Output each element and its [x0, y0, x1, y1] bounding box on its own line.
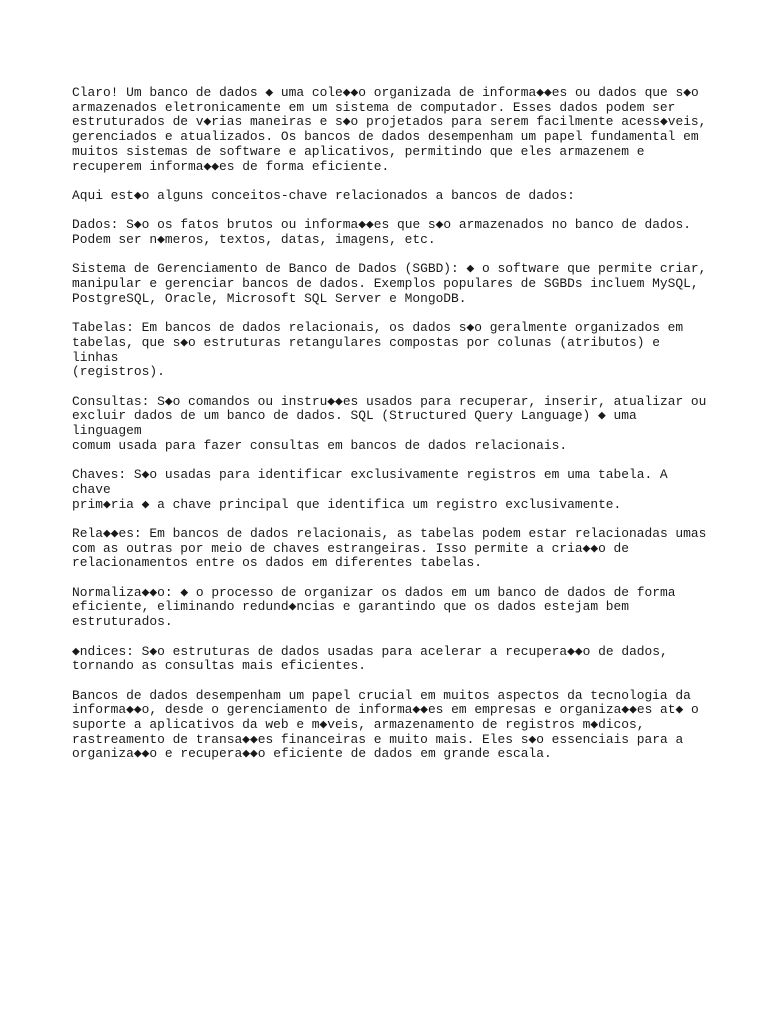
document-body [72, 86, 712, 777]
paragraph-indices: ◆ndices: S◆o estruturas de dados usadas para acelerar a recupera◆◆o de dados, tornando as consultas mais eficientes. [72, 643, 668, 674]
paragraph-dados: Dados: S◆o os fatos brutos ou informa◆◆es que s◆o armazenados no banco de dados. Podem ser n◆meros, textos, datas, imagens, etc. [72, 217, 691, 247]
paragraph-relacoes: Rela◆◆es: Em bancos de dados relacionais, as tabelas podem estar relacionadas umas com as outras por meio de chaves estrangeiras. Isso permite a cria◆◆o de relacionamentos entre os dados em diferentes tabelas. [72, 525, 707, 571]
paragraph-intro: Claro! Um banco de dados ◆ uma cole◆◆o organizada de informa◆◆es ou dados que s◆o armazenados eletronicamente em um sistema de computador. Esses dados podem ser estruturados de v◆rias maneiras e s◆o projetados para serem facilmente acess◆veis, gerenciados e atualizados. Os bancos de dados desempenham um papel fundamental em muitos sistemas de software e aplicativos, permitindo que eles armazenem e recuperem informa◆◆es de forma eficiente. [72, 85, 707, 174]
paragraph-normalizacao: Normaliza◆◆o: ◆ o processo de organizar os dados em um banco de dados de forma eficiente, eliminando redund◆ncias e garantindo que os dados estejam bem estruturados. [72, 584, 676, 630]
paragraph-tabelas: Tabelas: Em bancos de dados relacionais, os dados s◆o geralmente organizados em tabelas, que s◆o estruturas retangulares compostas por colunas (atributos) e linhas (registros). [72, 320, 684, 380]
paragraph-chaves: Chaves: S◆o usadas para identificar exclusivamente registros em uma tabela. A chave prim◆ria ◆ a chave principal que identifica um registro exclusivamente. [72, 467, 668, 512]
paragraph-concepts-intro: Aqui est◆o alguns conceitos-chave relacionados a bancos de dados: [72, 187, 575, 203]
paragraph-consultas: Consultas: S◆o comandos ou instru◆◆es usados para recuperar, inserir, atualizar ou excluir dados de um banco de dados. SQL (Structured Query Language) ◆ uma linguagem comum usada para fazer consultas em bancos de dados relacionais. [72, 393, 707, 453]
paragraph-conclusion: Bancos de dados desempenham um papel crucial em muitos aspectos da tecnologia da informa◆◆o, desde o gerenciamento de informa◆◆es em empresas e organiza◆◆es at◆ o suporte a aplicativos da web e m◆veis, armazenamento de registros m◆dicos, rastreamento de transa◆◆es financeiras e muito mais. Eles s◆o essenciais para a organiza◆◆o e recupera◆◆o eficiente de dados em grande escala. [72, 687, 699, 762]
paragraph-sgbd: Sistema de Gerenciamento de Banco de Dados (SGBD): ◆ o software que permite criar, manipular e gerenciar bancos de dados. Exemplos populares de SGBDs incluem MySQL, PostgreSQL, Oracle, Microsoft SQL Server e MongoDB. [72, 261, 707, 306]
